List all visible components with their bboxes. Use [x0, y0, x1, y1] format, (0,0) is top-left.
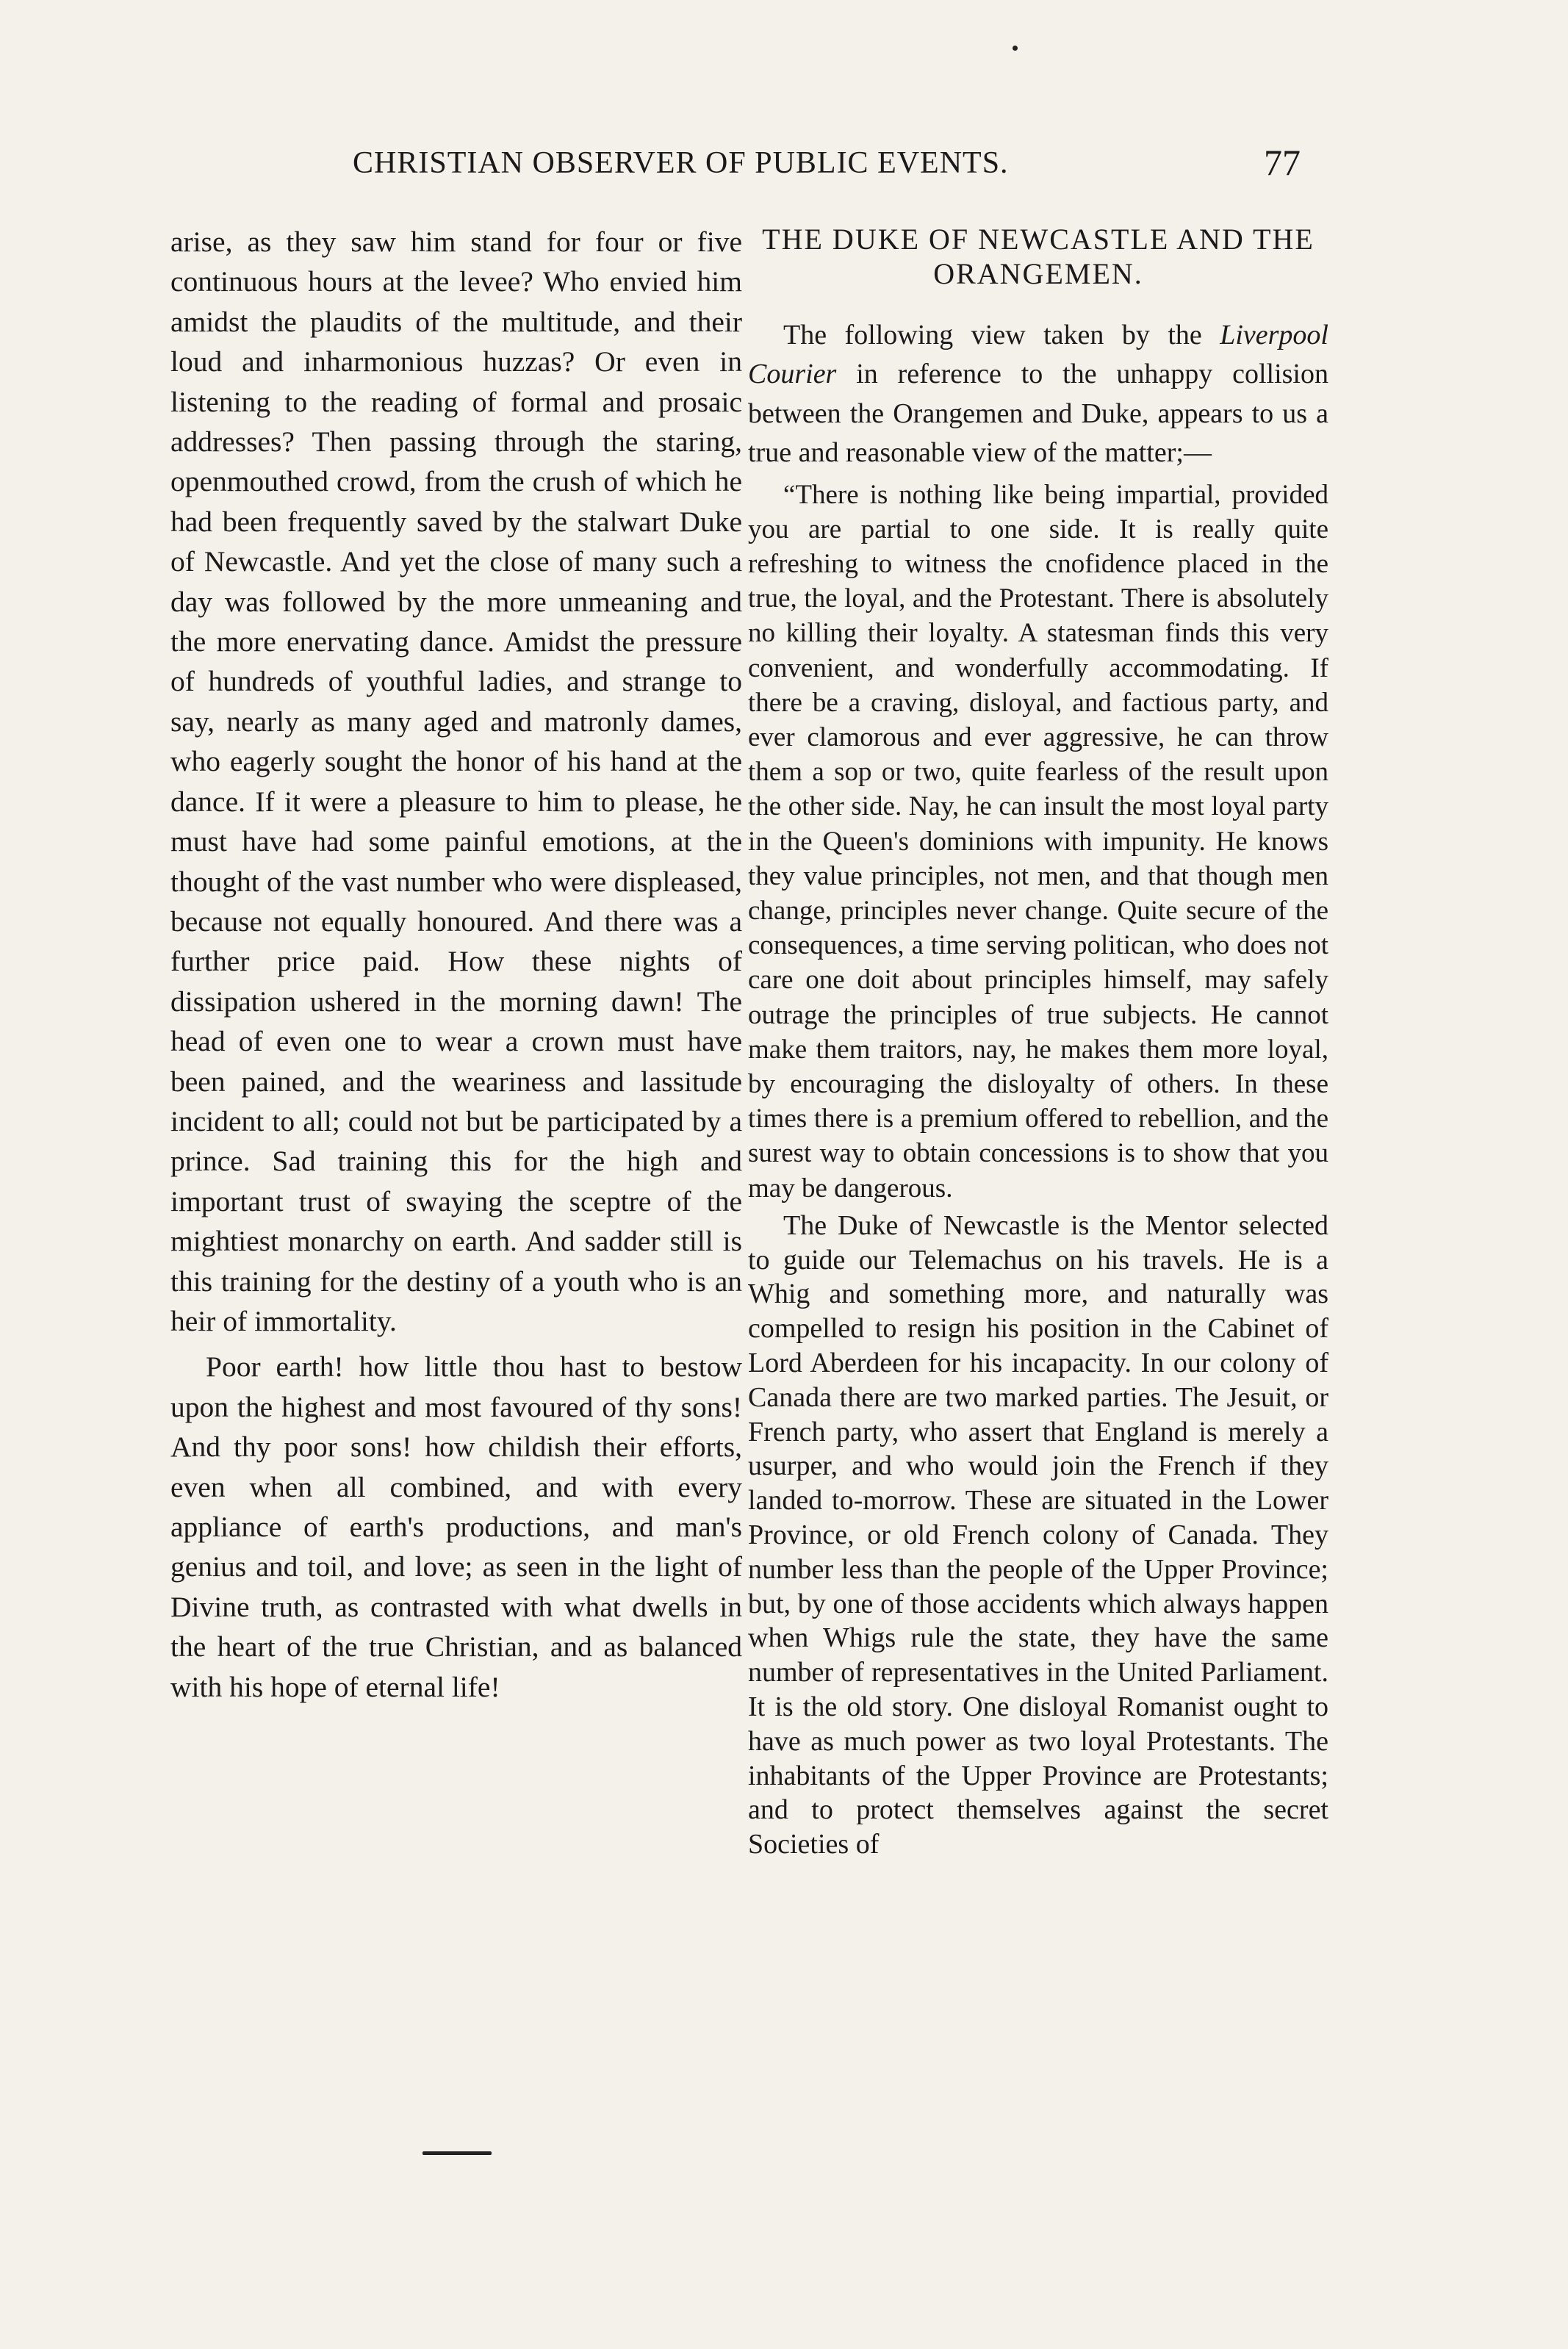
newspaper-name: Liverpool Courier [748, 320, 1328, 390]
quoted-passage: “There is nothing like being impartial, provided you are partial to one side. It is really quite refreshing to witness the cnofidence placed in the true, the loyal, and the Protestant. There is absolutely no killing their loyalty. A statesman finds this very convenient, and wonderfully accommodating. If there be a craving, disloyal, and factious party, and ever clamorous and ever aggressive, he can throw them a sop or two, quite fearless of the result upon the other side. Nay, he can insult the most loyal party in the Queen's dominions with impunity. He knows they value principles, not men, and that though men change, principles never change. Quite secure of the consequences, a time serving politican, who does not care one doit about principles himself, may safely outrage the principles of true subjects. He cannot make them traitors, nay, he makes them more loyal, by encouraging the disloyalty of others. In these times there is a premium offered to rebellion, and the surest way to obtain concessions is to show that you may be dangerous. [748, 479, 1328, 1204]
commentary-paragraph: The Duke of Newcastle is the Mentor selected to guide our Telemachus on his travels. He is a Whig and something more, and naturally was compelled to resign his position in the Cabinet of Lord Aberdeen for his incapacity. In our colony of Canada there are two marked parties. The Jesuit, or French party, who assert that England is merely a usurper, and who would join the French if they landed to-morrow. These are situated in the Lower Province, or old French colony of Canada. They number less than the people of the Upper Province; but, by one of those accidents which always happen when Whigs rule the state, they have the same number of representatives in the United Parliament. It is the old story. One disloyal Romanist ought to have as much power as two loyal Protestants. The inhabitants of the Upper Province are Protestants; and to protect themselves against the secret Societies of [748, 1209, 1328, 1860]
intro-paragraph [748, 316, 1328, 473]
ink-speck [1013, 46, 1018, 51]
left-paragraph-2: Poor earth! how little thou hast to bestow upon the highest and most favoured of thy sons! And thy poor sons! how childish their efforts, even when all combined, and with every appliance of earth's productions, and man's genius and toil, and love; as seen in the light of Divine truth, as contrasted with what dwells in the heart of the true Christian, and as balanced with his hope of eternal life! [170, 1350, 742, 1703]
intro-text-start: The following view taken by the [783, 320, 1220, 350]
left-column [170, 222, 742, 1707]
left-paragraph-1: arise, as they saw him stand for four or five continuous hours at the levee? Who envied him amidst the plaudits of the multitude, and their loud and inharmonious huzzas? Or even in listening to the reading of formal and prosaic addresses? Then passing through the staring, openmouthed crowd, from the crush of which he had been frequently saved by the stalwart Duke of Newcastle. And yet the close of many such a day was followed by the more unmeaning and the more enervating dance. Amidst the pressure of hundreds of youthful ladies, and strange to say, nearly as many aged and matronly dames, who eagerly sought the honor of his hand at the dance. If it were a pleasure to him to please, he must have had some painful emotions, at the thought of the vast number who were displeased, because not equally honoured. And there was a further price paid. How these nights of dissipation ushered in the morning dawn! The head of even one to wear a crown must have been pained, and the weariness and lassitude incident to all; could not but be participated by a prince. Sad training this for the high and important trust of swaying the sceptre of the mightiest monarchy on earth. And sadder still is this training for the destiny of a youth who is an heir of immortality. [170, 226, 742, 1337]
running-title: CHRISTIAN OBSERVER OF PUBLIC EVENTS. [353, 146, 1009, 180]
page-number: 77 [1264, 142, 1301, 183]
right-column [748, 222, 1328, 1862]
article-title: THE DUKE OF NEWCASTLE AND THE ORANGEMEN. [762, 223, 1315, 290]
intro-text-end: in reference to the unhappy collision between the Orangemen and Duke, appears to us a true and reasonable view of the matter;— [748, 359, 1328, 469]
running-head [353, 142, 1301, 190]
section-end-rule [422, 2151, 492, 2155]
